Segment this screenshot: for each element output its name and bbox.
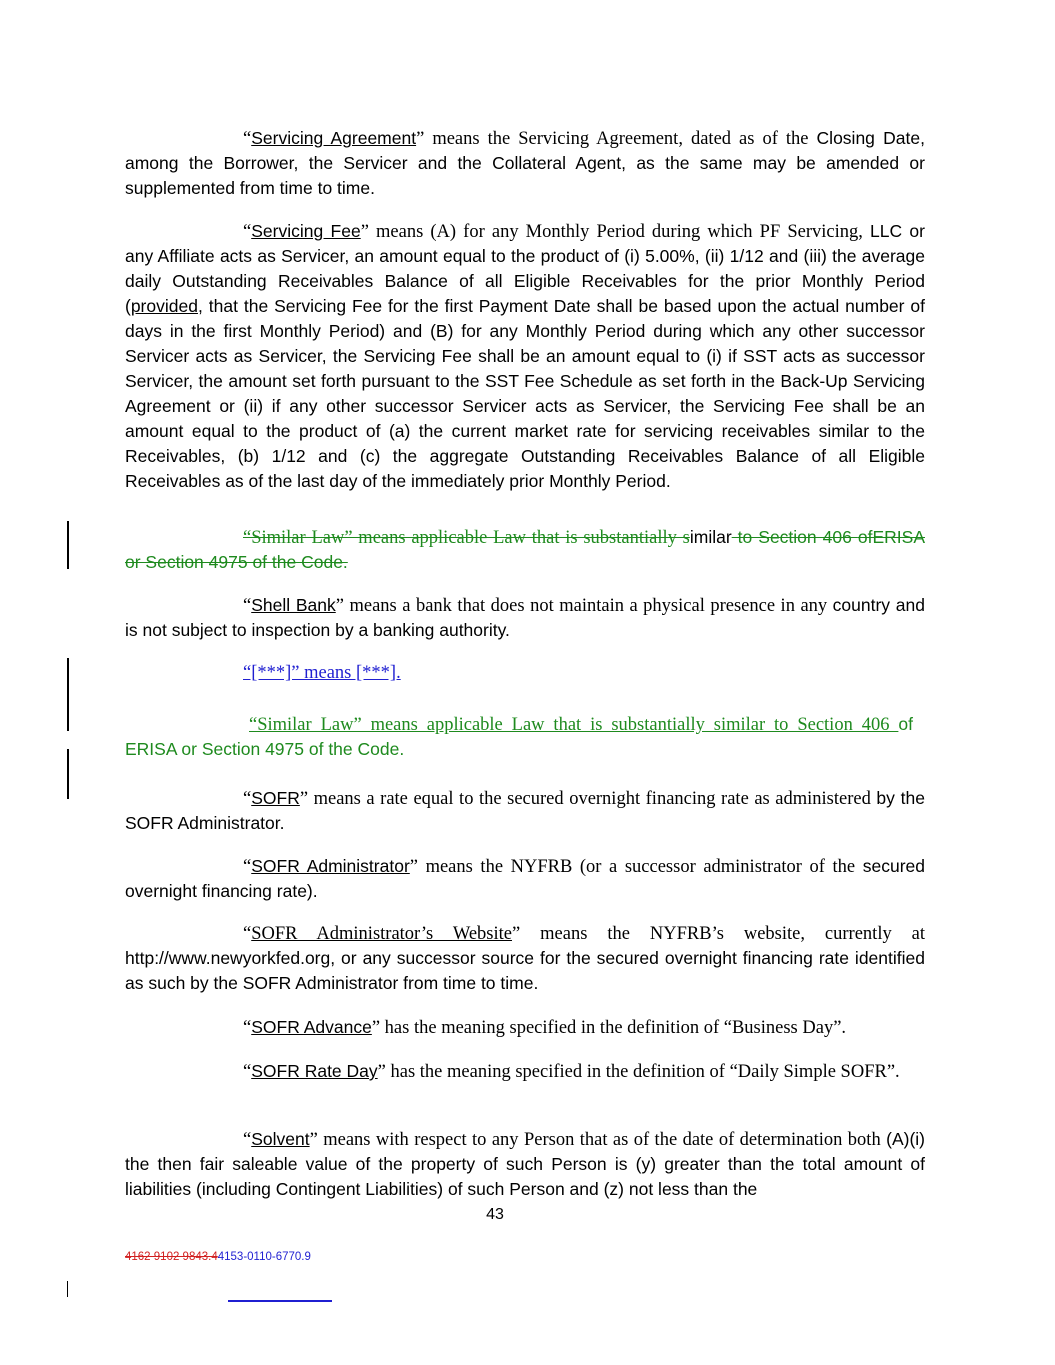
defined-term: SOFR Rate Day (251, 1061, 378, 1081)
definition-servicing-fee: “Servicing Fee” means (A) for any Monthly Period during which PF Servicing, LLC or any Affiliate acts as Servicer, an amount equal to the product of (i) 5.00%, (ii) 1/12 and (iii) the average daily Outstanding Receivables Balance of all Eligible Receivables for the prior Monthly Period (provided, that the Servicing Fee for the first Payment Date shall be based upon the actual number of days in the first Monthly Period) and (B) for any Monthly Period during which any other successor Servicer acts as Servicer, the Servicing Fee shall be an amount equal to (i) if SST acts as successor Servicer, the amount set forth pursuant to the SST Fee Schedule as set forth in the Back-Up Servicing Agreement or (ii) if any other successor Servicer acts as Servicer, the Servicing Fee shall be an amount equal to the product of (a) the current market rate for servicing receivables similar to the Receivables, (b) 1/12 and (c) the aggregate Outstanding Receivables Balance of all Eligible Receivables as of the last day of the immediately prior Monthly Period. (125, 221, 925, 491)
definition-sofr-rate-day: “SOFR Rate Day” has the meaning specified in the definition of “Daily Simple SOFR”. (243, 1061, 900, 1082)
page-number: 43 (486, 1206, 504, 1223)
definition-sofr-advance: “SOFR Advance” has the meaning specified in the definition of “Business Day”. (243, 1017, 847, 1038)
definition-solvent: “Solvent” means with respect to any Person that as of the date of determination both (A)(i) the then fair saleable value of the property of such Person is (y) greater than the total amount of liabilities (including Contingent Liabilities) of such Person and (z) not less than the (125, 1129, 925, 1199)
defined-term: Servicing Agreement (251, 128, 417, 148)
defined-term: SOFR Advance (251, 1017, 372, 1037)
defined-term: SOFR (251, 788, 300, 808)
document-id: 4162 9102 9843.44153-0110-6770.9 (125, 1251, 311, 1263)
defined-term: Shell Bank (251, 595, 336, 615)
definition-similar-law-inserted: “Similar Law” means applicable Law that is substantially similar to Section 406 of ERISA or Section 4975 of the Code. (125, 714, 913, 759)
definition-sofr: “SOFR” means a rate equal to the secured overnight financing rate as administered by the SOFR Administrator. (125, 788, 925, 833)
footnote-separator (228, 1300, 332, 1302)
definition-similar-law-deleted: “Similar Law” means applicable Law that is substantially similar to Section 406 ofERISA or Section 4975 of the Code. (125, 527, 925, 572)
definition-sofr-administrator: “SOFR Administrator” means the NYFRB (or a successor administrator of the secured overnight financing rate). (125, 856, 925, 901)
defined-term: SOFR Administrator (251, 856, 410, 876)
change-bar (67, 658, 69, 731)
defined-term: SOFR Administrator’s Website (251, 924, 512, 944)
definition-servicing-agreement: “Servicing Agreement” means the Servicing Agreement, dated as of the Closing Date, among the Borrower, the Servicer and the Collateral Agent, as the same may be amended or supplemented from time to time. (125, 128, 925, 198)
definition-sofr-website: “SOFR Administrator’s Website” means the NYFRB’s website, currently at http://www.newyorkfed.org, or any successor source for the secured overnight financing rate identified as such by the SOFR Administrator from time to time. (125, 924, 925, 993)
definition-redacted-inserted: “[***]” means [***]. (243, 663, 401, 683)
defined-term: Solvent (251, 1129, 310, 1149)
definition-shell-bank: “Shell Bank” means a bank that does not maintain a physical presence in any country and is not subject to inspection by a banking authority. (125, 595, 925, 640)
defined-term: Servicing Fee (251, 221, 361, 241)
change-bar (67, 1281, 68, 1297)
change-bar (67, 749, 69, 799)
change-bar (67, 521, 69, 569)
